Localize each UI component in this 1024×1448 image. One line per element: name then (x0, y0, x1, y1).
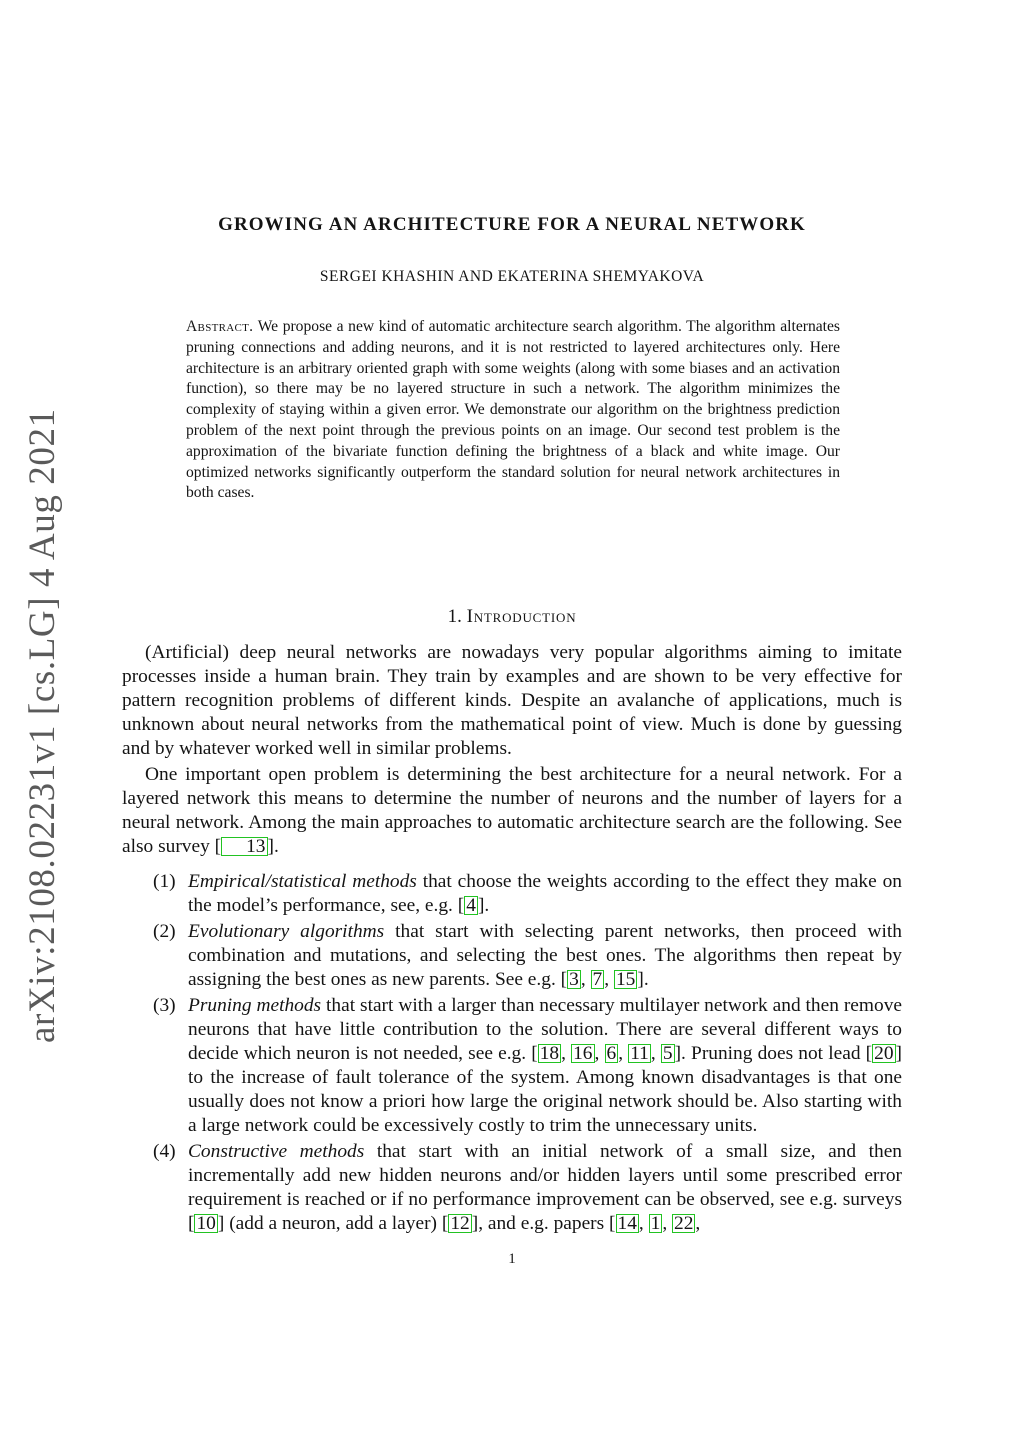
list-item-number: (3) (153, 995, 176, 1016)
list-item (122, 1140, 902, 1236)
section-body (122, 641, 902, 1238)
method-name: Pruning methods (188, 995, 322, 1016)
list-item-number: (4) (153, 1141, 176, 1162)
citation-link[interactable]: 11 (630, 1043, 649, 1064)
citation-link[interactable]: 10 (196, 1213, 216, 1234)
methods-list (122, 870, 902, 1236)
method-tail: . Pruning does not lead (681, 1043, 861, 1064)
method-name: Evolutionary algorithms (188, 921, 385, 942)
section-heading (122, 606, 902, 628)
arxiv-identifier: arXiv:2108.02231v1 [cs.LG] 4 Aug 2021 (22, 408, 63, 1043)
citation-link[interactable]: 18 (539, 1043, 560, 1064)
method-text: (add a neuron, add a layer) (229, 1213, 437, 1234)
method-text: , and e.g. papers (478, 1213, 605, 1234)
citation-link[interactable]: 14 (617, 1213, 637, 1234)
paragraph-2-text: One important open problem is determining the best architecture for a neural network. For a layered network this means to determine the number of neurons and the number of layers for a neural network. Among the main approaches to automatic architecture search are the following. See also survey (122, 764, 902, 857)
citation: [ 4 ] (457, 895, 485, 916)
citation-link[interactable]: 12 (450, 1213, 470, 1234)
citation-link[interactable]: 1 (650, 1213, 661, 1234)
citation-link[interactable]: 4 (466, 895, 476, 916)
citation-link[interactable]: 16 (573, 1043, 593, 1064)
citation-link[interactable]: 22 (674, 1213, 694, 1234)
method-text: that start with selecting parent networks, then proceed with combination and mutations, and selecting the best ones. The algorithms then repeat by assigning the best ones as new parents. See e.g. (188, 921, 902, 990)
citation-link[interactable]: 6 (606, 1043, 617, 1064)
citation: [ 20 ] (865, 1043, 902, 1064)
paragraph-2 (122, 763, 902, 859)
abstract (186, 317, 840, 504)
citation-link[interactable]: 15 (615, 969, 636, 990)
citation-link[interactable]: 7 (592, 969, 603, 990)
method-tail: , (695, 1213, 701, 1234)
method-text: that start with an initial network of a small size, and then incrementally add new hidden neurons and/or hidden layers until some prescribed error requirement is reached or if no performance improvement can be observed, see e.g. surveys (188, 1141, 902, 1210)
section-number: 1. (447, 606, 462, 627)
citation-link[interactable]: 5 (662, 1043, 673, 1064)
method-tail: . (643, 969, 649, 990)
method-text: that choose the weights according to the effect they make on the model’s performance, see, e.g. (188, 871, 902, 916)
citation: [ 18 , 16 , 6 , 11 , 5 ] (531, 1043, 682, 1064)
citation-link[interactable]: 3 (569, 969, 579, 990)
paragraph-1: (Artificial) deep neural networks are nowadays very popular algorithms aiming to imitate processes inside a human brain. They train by examples and are shown to be very effective for pattern recognition problems of different kinds. Despite an avalanche of applications, much is unknown about neural networks from the mathematical point of view. Much is done by guessing and by whatever worked well in similar problems. (122, 642, 902, 759)
list-item-number: (1) (153, 871, 176, 892)
paper-title: GROWING AN ARCHITECTURE FOR A NEURAL NETWORK (218, 214, 806, 235)
citation: [ 12 ] (441, 1213, 479, 1234)
abstract-text: We propose a new kind of automatic architecture search algorithm. The algorithm alternates pruning connections and adding neurons, and it is not restricted to layered architectures only. Here architecture is an arbitrary oriented graph with some weights (along with some biases and an activation function), so there may be no layered structure in such a network. The algorithm minimizes the complexity of staying within a given error. We demonstrate our algorithm on the brightness prediction problem of the next point through the previous points on an image. Our second test problem is the approximation of the bivariate function defining the brightness of a black and white image. Our optimized networks significantly outperform the standard solution for neural network architectures in both cases. (186, 318, 840, 502)
abstract-label: Abstract. (186, 318, 254, 335)
citation: [ 13 ] (214, 836, 274, 857)
list-item (122, 870, 902, 918)
list-item-number: (2) (153, 921, 176, 942)
method-tail: . (484, 895, 490, 916)
page-number: 1 (508, 1251, 516, 1267)
citation: [ 10 ] (188, 1213, 225, 1234)
method-name: Constructive methods (188, 1141, 365, 1162)
list-item (122, 994, 902, 1138)
paragraph-2-end: . (273, 836, 279, 857)
citation-link[interactable]: 13 (221, 837, 267, 856)
list-item (122, 920, 902, 992)
paper-authors: SERGEI KHASHIN AND EKATERINA SHEMYAKOVA (319, 268, 705, 285)
citation-link[interactable]: 20 (874, 1043, 894, 1064)
citation: [ 3 , 7 , 15 ] (560, 969, 644, 990)
method-tail: to the increase of fault tolerance of the system. Among known disadvantages is that one usually does not know a priori how large the original network should be. Also starting with a large network could be excessively costly to trim the unnecessary units. (188, 1067, 902, 1136)
citation: [ 14 , 1 , 22 (609, 1213, 694, 1234)
method-text: that start with a larger than necessary multilayer network and then remove neurons that have little contribution to the solution. There are several different ways to decide which neuron is not needed, see e.g. (188, 995, 902, 1064)
method-name: Empirical/statistical methods (188, 871, 417, 892)
section-title: Introduction (466, 606, 577, 627)
